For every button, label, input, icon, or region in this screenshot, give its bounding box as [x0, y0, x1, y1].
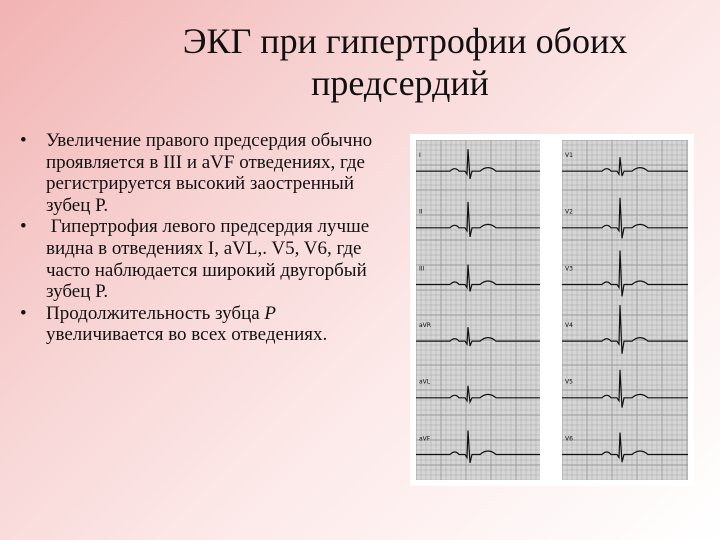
chest-lead-label-v5: V5: [565, 378, 573, 386]
chest-lead-label-v3: V3: [565, 265, 573, 273]
limb-lead-label-i: I: [419, 152, 421, 159]
limb-trace-ii: [416, 202, 540, 237]
ecg-image: [410, 134, 694, 486]
limb-lead-label-avl: aVL: [419, 378, 431, 386]
bullet-text-end: увеличивается во всех отведениях.: [46, 302, 328, 346]
chest-lead-label-v6: V6: [565, 435, 573, 443]
ecg-limb-leads-svg: [416, 140, 540, 480]
bullet-item-3: [14, 303, 374, 346]
ecg-strip-limb-leads: [416, 140, 540, 480]
limb-lead-label-iii: III: [419, 265, 425, 273]
ecg-chest-leads-svg: [562, 140, 688, 480]
bullet-item-2: [14, 216, 374, 302]
chest-lead-label-v4: V4: [565, 322, 573, 329]
bullet-text: Увеличение правого предсердия обычно проявляется в III и aVF отведениях, где регистрируется высокий заостренный зубец Р.: [46, 130, 373, 216]
chest-trace-v3: [562, 251, 688, 297]
ecg-strip-chest-leads: [562, 140, 688, 480]
limb-lead-label-avf: aVF: [419, 435, 431, 443]
limb-trace-avl: [416, 386, 540, 402]
chest-lead-label-v1: V1: [565, 152, 573, 159]
chest-lead-label-v2: V2: [565, 208, 573, 216]
bullet-item-1: [14, 130, 374, 216]
chest-grid: [562, 140, 688, 480]
limb-lead-label-avr: aVR: [419, 322, 431, 329]
limb-trace-iii: [416, 265, 540, 292]
limb-grid: [416, 140, 540, 480]
bullet-marker: •: [20, 130, 27, 151]
title-line-1: ЭКГ при гипертрофии обоих: [182, 21, 628, 61]
limb-trace-i: [416, 149, 540, 179]
bullet-text: Гипертрофия левого предсердия лучше видна в отведениях I, aVL,. V5, V6, где часто наблюдается широкий двугорбый зубец Р.: [46, 216, 374, 303]
slide-title: [0, 20, 720, 104]
title-line-2: предсердий: [311, 63, 489, 103]
chest-trace-v2: [562, 198, 688, 239]
chest-trace-v4: [562, 305, 688, 354]
bullet-list: [14, 130, 374, 346]
limb-trace-avf: [416, 431, 540, 463]
bullet-text: [46, 303, 327, 346]
chest-trace-v5: [562, 370, 688, 408]
limb-lead-label-ii: II: [419, 208, 423, 216]
chest-trace-v6: [562, 433, 688, 463]
bullet-marker: •: [20, 302, 27, 324]
bullet-text-start: Продолжительность зубца: [46, 302, 265, 324]
bullet-marker: •: [20, 216, 27, 238]
bullet-text-italic: Р: [264, 302, 277, 324]
